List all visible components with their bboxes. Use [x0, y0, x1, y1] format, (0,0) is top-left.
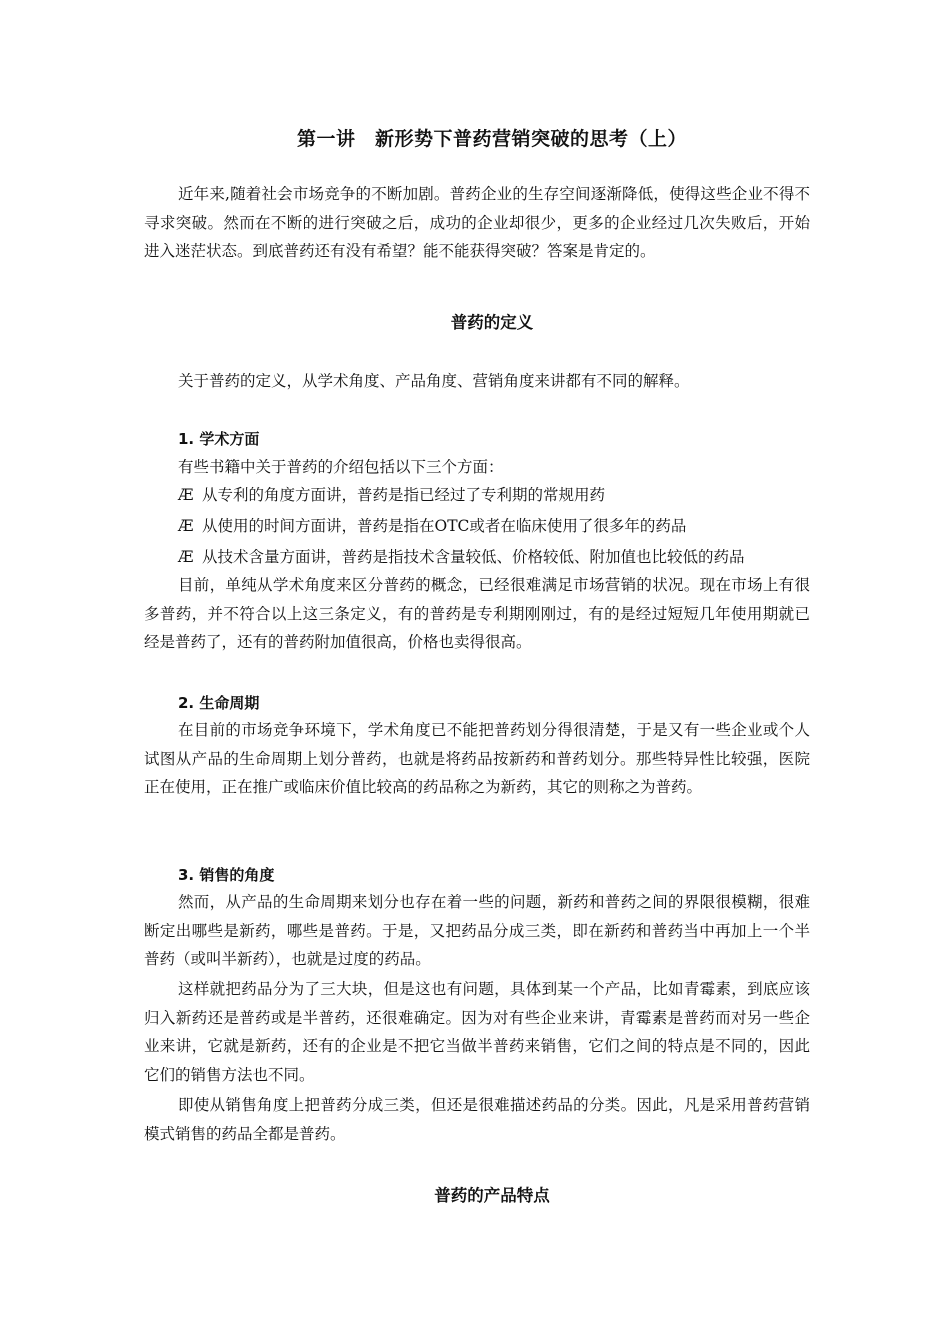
- definition-intro: 关于普药的定义，从学术角度、产品角度、营销角度来讲都有不同的解释。: [178, 372, 690, 390]
- bullet-mark: Æ: [178, 548, 194, 566]
- sales-paragraph: 即使从销售角度上把普药分成三类，但还是很难描述药品的分类。因此，凡是采用普药营销模式销售的药品全都是普药。: [144, 1096, 810, 1143]
- bullet-mark: Æ: [178, 517, 194, 535]
- sales-paragraph: 然而，从产品的生命周期来划分也存在着一些的问题，新药和普药之间的界限很模糊，很难断定出哪些是新药，哪些是普药。于是，又把药品分成三类，即在新药和普药当中再加上一个半普药（或叫半新药），也就是过度的药品。: [144, 893, 810, 968]
- section-heading-features: 普药的产品特点: [434, 1186, 550, 1205]
- sub-heading-lifecycle: 2. 生命周期: [178, 694, 260, 712]
- sales-paragraph: 这样就把药品分为了三大块，但是这也有问题，具体到某一个产品，比如青霉素，到底应该归入新药还是普药或是半普药，还很难确定。因为对有些企业来讲，青霉素是普药而对另一些企业来讲，它就是新药，还有的企业是不把它当做半普药来销售，它们之间的特点是不同的，因此它们的销售方法也不同。: [144, 980, 810, 1084]
- sub-heading-sales: 3. 销售的角度: [178, 866, 275, 884]
- lifecycle-paragraph: 在目前的市场竞争环境下，学术角度已不能把普药划分得很清楚，于是又有一些企业或个人试图从产品的生命周期上划分普药，也就是将药品按新药和普药划分。那些特异性比较强，医院正在使用，正在推广或临床价值比较高的药品称之为新药，其它的则称之为普药。: [144, 721, 810, 796]
- academic-lead: 有些书籍中关于普药的介绍包括以下三个方面：: [178, 458, 504, 476]
- bullet-mark: Æ: [178, 486, 194, 504]
- bullet-item: [178, 545, 745, 567]
- section-heading-definition: 普药的定义: [450, 313, 534, 332]
- bullet-text: 从技术含量方面讲，普药是指技术含量较低、价格较低、附加值也比较低的药品: [202, 548, 745, 566]
- page-title: 第一讲 新形势下普药营销突破的思考（上）: [296, 128, 687, 150]
- bullet-text: 从使用的时间方面讲，普药是指在OTC或者在临床使用了很多年的药品: [202, 517, 687, 535]
- academic-paragraph: 目前，单纯从学术角度来区分普药的概念，已经很难满足市场营销的状况。现在市场上有很多普药，并不符合以上这三条定义，有的普药是专利期刚刚过，有的是经过短短几年使用期就已经是普药了，还有的普药附加值很高，价格也卖得很高。: [144, 576, 810, 651]
- intro-paragraph: 近年来,随着社会市场竞争的不断加剧。普药企业的生存空间逐渐降低，使得这些企业不得不寻求突破。然而在不断的进行突破之后，成功的企业却很少，更多的企业经过几次失败后，开始进入迷茫状态。到底普药还有没有希望？能不能获得突破？答案是肯定的。: [144, 185, 810, 260]
- bullet-text: 从专利的角度方面讲，普药是指已经过了专利期的常规用药: [202, 486, 606, 504]
- bullet-item: [178, 514, 686, 536]
- bullet-item: [178, 483, 605, 505]
- sub-heading-academic: 1. 学术方面: [178, 430, 260, 448]
